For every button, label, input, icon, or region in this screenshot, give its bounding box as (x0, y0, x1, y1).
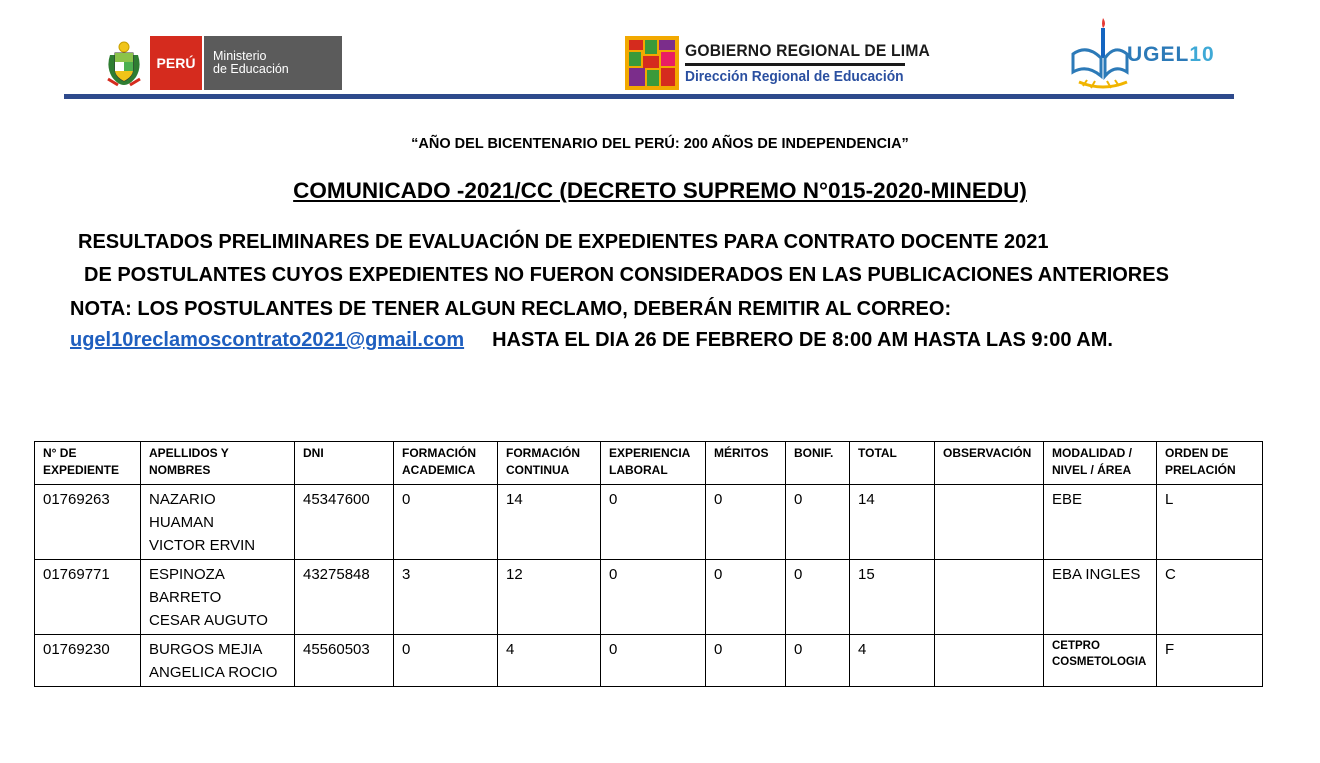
page-header (64, 30, 1234, 100)
ugel-book-torch-icon (1069, 14, 1129, 94)
peru-label: PERÚ (150, 36, 202, 90)
cell-observacion (935, 485, 1044, 560)
cell-meritos: 0 (706, 635, 786, 687)
peru-coat-of-arms-icon (104, 39, 144, 87)
cell-formacion-continua: 14 (498, 485, 601, 560)
cell-experiencia: 0 (601, 635, 706, 687)
cell-orden: C (1157, 560, 1263, 635)
cell-formacion-academica: 3 (394, 560, 498, 635)
cell-orden: L (1157, 485, 1263, 560)
col-observacion: OBSERVACIÓN (935, 442, 1044, 485)
year-motto: “AÑO DEL BICENTENARIO DEL PERÚ: 200 AÑOS DE INDEPENDENCIA” (411, 136, 909, 152)
cell-bonif: 0 (786, 560, 850, 635)
cell-formacion-academica: 0 (394, 635, 498, 687)
cell-total: 4 (850, 635, 935, 687)
cell-dni: 45347600 (295, 485, 394, 560)
cell-nombres: BURGOS MEJIA ANGELICA ROCIO (141, 635, 295, 687)
cell-observacion (935, 635, 1044, 687)
gore-subtitle: Dirección Regional de Educación (685, 68, 904, 85)
results-table (34, 441, 1263, 687)
table-row (35, 560, 1263, 635)
col-nombres: APELLIDOS Y NOMBRES (141, 442, 295, 485)
ministry-line-1: Ministerio (213, 49, 267, 63)
cell-meritos: 0 (706, 485, 786, 560)
email-link[interactable]: ugel10reclamoscontrato2021@gmail.com (70, 329, 465, 351)
gore-title: GOBIERNO REGIONAL DE LIMA (685, 41, 931, 60)
table-row (35, 635, 1263, 687)
cell-total: 15 (850, 560, 935, 635)
col-meritos: MÉRITOS (706, 442, 786, 485)
table-row (35, 485, 1263, 560)
gobierno-regional-logo (625, 35, 951, 91)
cell-modalidad: EBE (1044, 485, 1157, 560)
cell-expediente: 01769263 (35, 485, 141, 560)
col-bonif: BONIF. (786, 442, 850, 485)
cell-expediente: 01769771 (35, 560, 141, 635)
deadline-text: HASTA EL DIA 26 DE FEBRERO DE 8:00 AM HASTA LAS 9:00 AM. (492, 329, 1113, 351)
ministry-line-2: de Educación (213, 62, 289, 76)
header-divider (64, 94, 1234, 99)
comunicado-title: COMUNICADO -2021/CC (DECRETO SUPREMO N°015-2020-MINEDU) (293, 178, 1027, 203)
cell-total: 14 (850, 485, 935, 560)
note-line: NOTA: LOS POSTULANTES DE TENER ALGUN RECLAMO, DEBERÁN REMITIR AL CORREO: (70, 298, 952, 320)
cell-experiencia: 0 (601, 560, 706, 635)
cell-dni: 45560503 (295, 635, 394, 687)
gore-mosaic-icon (625, 36, 679, 90)
col-expediente: N° DE EXPEDIENTE (35, 442, 141, 485)
col-total: TOTAL (850, 442, 935, 485)
cell-nombres: ESPINOZA BARRETO CESAR AUGUTO (141, 560, 295, 635)
cell-formacion-continua: 12 (498, 560, 601, 635)
table-header-row (35, 442, 1263, 485)
cell-bonif: 0 (786, 635, 850, 687)
col-formacion-continua: FORMACIÓN CONTINUA (498, 442, 601, 485)
minedu-logo (104, 36, 342, 90)
cell-modalidad: CETPRO COSMETOLOGIA (1044, 635, 1157, 687)
col-formacion-academica: FORMACIÓN ACADEMICA (394, 442, 498, 485)
col-dni: DNI (295, 442, 394, 485)
cell-formacion-continua: 4 (498, 635, 601, 687)
cell-modalidad: EBA INGLES (1044, 560, 1157, 635)
cell-expediente: 01769230 (35, 635, 141, 687)
cell-meritos: 0 (706, 560, 786, 635)
col-orden: ORDEN DE PRELACIÓN (1157, 442, 1263, 485)
gore-divider (685, 63, 905, 66)
cell-dni: 43275848 (295, 560, 394, 635)
col-experiencia: EXPERIENCIA LABORAL (601, 442, 706, 485)
results-heading-line-1: RESULTADOS PRELIMINARES DE EVALUACIÓN DE EXPEDIENTES PARA CONTRATO DOCENTE 2021 (78, 231, 1049, 253)
cell-bonif: 0 (786, 485, 850, 560)
cell-nombres: NAZARIO HUAMAN VICTOR ERVIN (141, 485, 295, 560)
contact-line (70, 329, 1113, 352)
results-heading-line-2: DE POSTULANTES CUYOS EXPEDIENTES NO FUERON CONSIDERADOS EN LAS PUBLICACIONES ANTERIORES (84, 264, 1169, 286)
col-modalidad: MODALIDAD / NIVEL / ÁREA (1044, 442, 1157, 485)
cell-formacion-academica: 0 (394, 485, 498, 560)
cell-orden: F (1157, 635, 1263, 687)
ugel10-logo (1069, 14, 1239, 94)
cell-experiencia: 0 (601, 485, 706, 560)
cell-observacion (935, 560, 1044, 635)
ministry-label (202, 36, 342, 90)
ugel-wordmark: UGEL10 (1127, 43, 1215, 66)
